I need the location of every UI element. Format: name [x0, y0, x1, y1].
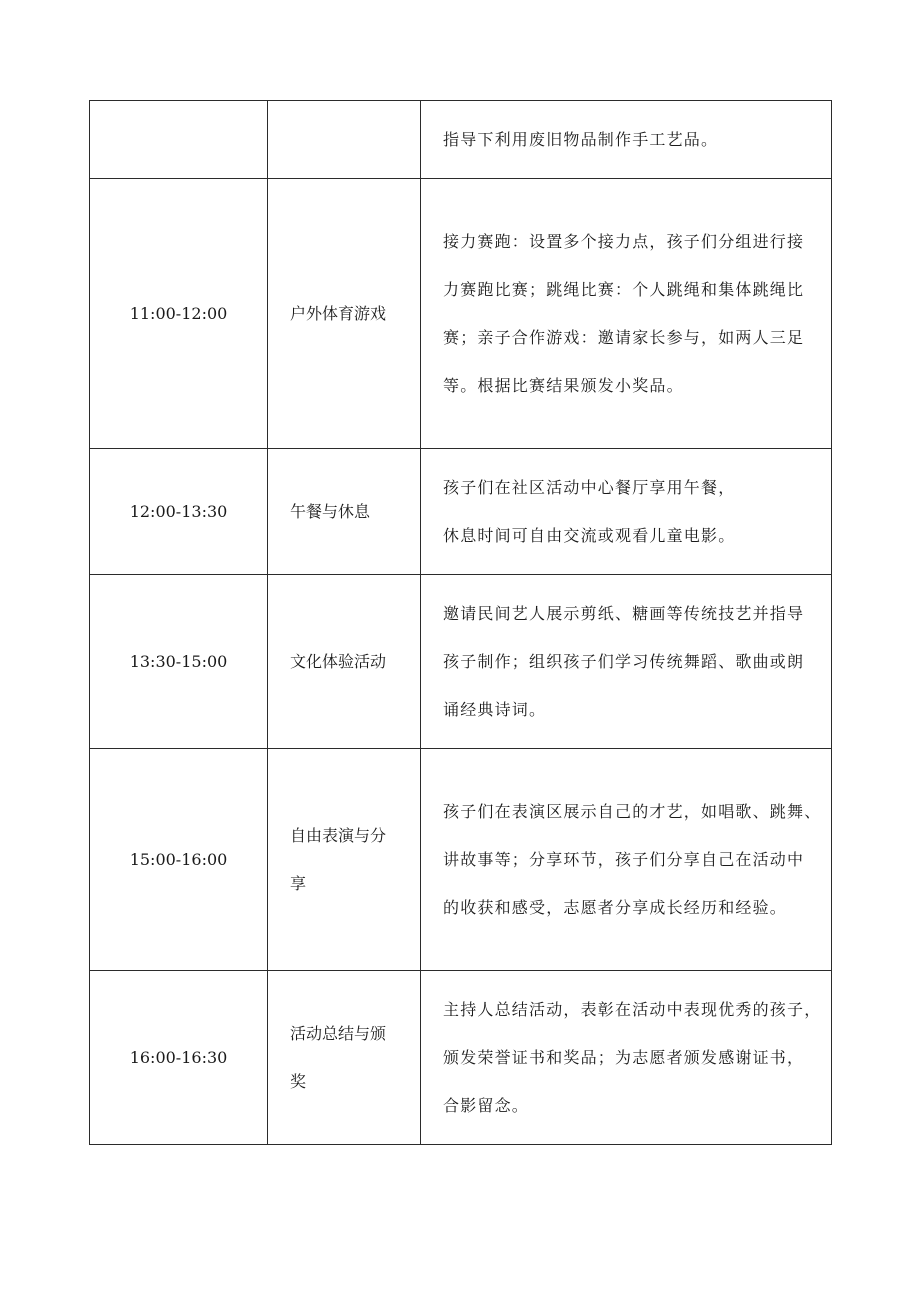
- description-line: 接力赛跑：设置多个接力点，孩子们分组进行接: [443, 231, 805, 251]
- description-line: 孩子制作；组织孩子们学习传统舞蹈、歌曲或朗: [443, 651, 805, 671]
- time-cell: 11:00-12:00: [90, 179, 268, 449]
- table-row: [90, 575, 832, 749]
- description-line: 等。根据比赛结果颁发小奖品。: [443, 375, 684, 395]
- time-cell: 15:00-16:00: [90, 749, 268, 971]
- activity-cell: [268, 101, 421, 179]
- description-cell: [421, 971, 832, 1145]
- description-line: 诵经典诗词。: [443, 699, 547, 719]
- description-line: 的收获和感受，志愿者分享成长经历和经验。: [443, 897, 788, 917]
- description-line: 合影留念。: [443, 1095, 530, 1115]
- description-line: 指导下利用废旧物品制作手工艺品。: [443, 129, 719, 149]
- description-line: 主持人总结活动，表彰在活动中表现优秀的孩子，: [443, 999, 822, 1019]
- table-row: [90, 749, 832, 971]
- table-row: [90, 179, 832, 449]
- description-cell: [421, 101, 832, 179]
- time-cell: 13:30-15:00: [90, 575, 268, 749]
- description-line: 邀请民间艺人展示剪纸、糖画等传统技艺并指导: [443, 603, 805, 623]
- activity-cell: 自由表演与分享: [268, 749, 421, 971]
- table-row: [90, 971, 832, 1145]
- activity-cell: 户外体育游戏: [268, 179, 421, 449]
- table-row: [90, 101, 832, 179]
- time-cell: [90, 101, 268, 179]
- description-cell: [421, 179, 832, 449]
- description-cell: [421, 575, 832, 749]
- time-cell: 16:00-16:30: [90, 971, 268, 1145]
- description-line: 赛；亲子合作游戏：邀请家长参与，如两人三足: [443, 327, 805, 347]
- description-line: 休息时间可自由交流或观看儿童电影。: [443, 525, 736, 545]
- description-line: 颁发荣誉证书和奖品；为志愿者颁发感谢证书，: [443, 1047, 805, 1067]
- activity-cell: 文化体验活动: [268, 575, 421, 749]
- description-cell: [421, 749, 832, 971]
- description-line: 力赛跑比赛；跳绳比赛：个人跳绳和集体跳绳比: [443, 279, 805, 299]
- description-line: 孩子们在表演区展示自己的才艺，如唱歌、跳舞、: [443, 801, 822, 821]
- description-cell: [421, 449, 832, 575]
- schedule-table: [89, 100, 832, 1145]
- activity-cell: 午餐与休息: [268, 449, 421, 575]
- time-cell: 12:00-13:30: [90, 449, 268, 575]
- description-line: 孩子们在社区活动中心餐厅享用午餐，: [443, 477, 736, 497]
- description-line: 讲故事等；分享环节，孩子们分享自己在活动中: [443, 849, 805, 869]
- activity-cell: 活动总结与颁奖: [268, 971, 421, 1145]
- table-row: [90, 449, 832, 575]
